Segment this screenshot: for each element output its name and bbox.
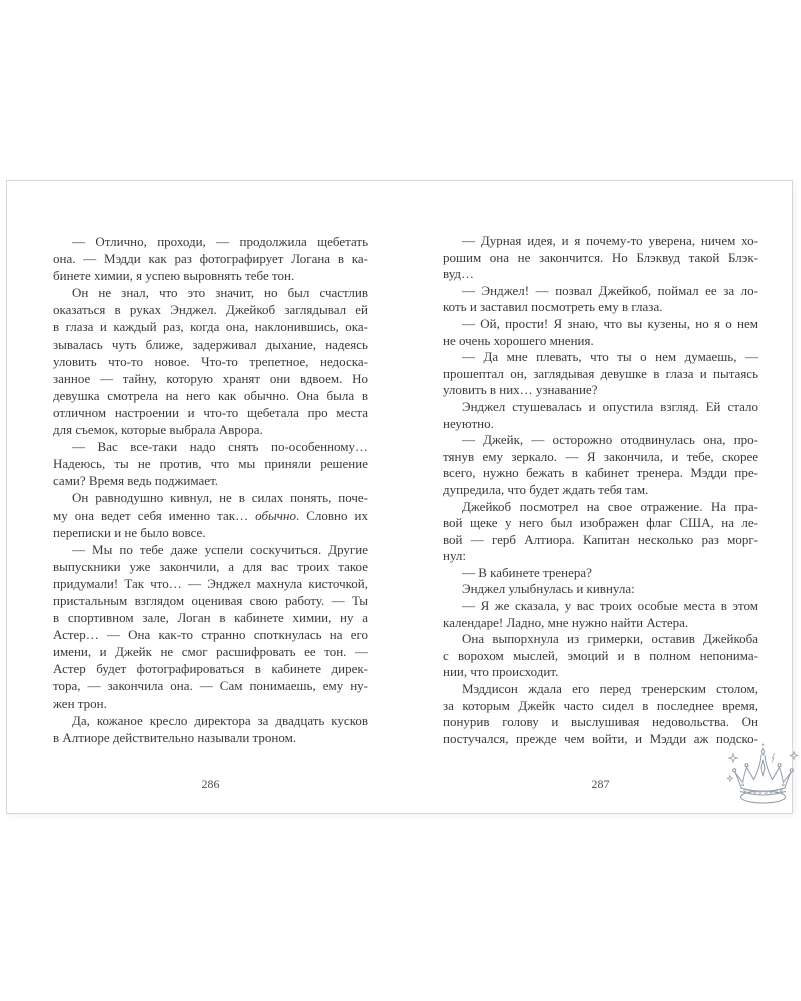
right-page-number: 287	[591, 777, 610, 791]
text-line: постучался, прежде чем войти, и Мэдди аж подско-	[443, 730, 758, 746]
text-line: в Алтиоре действительно называли троном.	[53, 729, 297, 745]
text-line: календаре! Ладно, мне нужно найти Астера.	[443, 614, 689, 630]
right-page-text	[443, 233, 758, 747]
text-line: нул:	[443, 548, 466, 564]
text-line: Астер будет фотографироваться в кабинете дирек-	[53, 661, 368, 677]
text-line: Да, кожаное кресло директора за двадцать кусков	[72, 712, 368, 728]
text-line: выпускники уже закончили, а для вас троих такое	[53, 558, 368, 574]
text-line: тянув ему зеркало. — Я закончила, и тебе, скорее	[443, 448, 758, 464]
text-line: придумали! Так что… — Энджел махнула кисточкой,	[53, 575, 368, 591]
text-line: Энджел улыбнулась и кивнула:	[462, 581, 635, 597]
text-line: сами? Время ведь поджимает.	[53, 473, 219, 489]
text-line: Он не знал, что это значит, но был счастлив	[72, 285, 368, 301]
text-line: отличном настроении и что-то щебетала про места	[53, 404, 368, 420]
text-line: занное — тайну, которую хранят они вдвоем. Но	[53, 370, 368, 386]
text-line: жен трон.	[53, 695, 107, 711]
text-line: неуютно.	[443, 415, 494, 431]
text-line: для съемок, которые выбрала Аврора.	[53, 422, 263, 438]
text-line: Мэддисон ждала его перед тренерским столом,	[462, 681, 758, 697]
text-line: Джейкоб посмотрел на свое отражение. На пра-	[462, 498, 758, 514]
text-line: — Джейк, — осторожно отодвинулась она, про-	[462, 432, 758, 448]
text-line: зывалась чуть ближе, задерживал дыхание, надеясь	[53, 336, 368, 352]
crown-watermark-icon	[726, 741, 801, 809]
left-page-number: 286	[201, 777, 220, 791]
text-line: — Я же сказала, у вас троих особые места в этом	[462, 598, 758, 614]
text-line: нии, что происходит.	[443, 664, 559, 680]
text-line: девушка смотрела на него как обычно. Она была в	[53, 387, 368, 403]
text-line: Надеюсь, ты не против, что мы приняли решение	[53, 456, 368, 472]
text-line: — Отлично, проходи, — продолжила щебетать	[72, 234, 368, 249]
text-line: — В кабинете тренера?	[462, 564, 592, 580]
text-line: — Ой, прости! Я знаю, что вы кузены, но я о нем	[462, 315, 758, 331]
text-line: вой — герб Алтиора. Капитан несколько раз морг-	[443, 531, 758, 547]
text-line: — Да мне плевать, что ты о нем думаешь, —	[462, 349, 758, 365]
text-line: Астер… — Она как-то странно споткнулась на его	[53, 627, 368, 643]
text-line: рошим она не закончится. Но Блэквуд такой Блэк-	[443, 249, 758, 265]
text-line: му она ведет себя именно так… обычно. Словно их	[53, 507, 368, 523]
text-line: не очень хорошего мнения.	[443, 332, 594, 348]
text-line: коть и заставил посмотреть ему в глаза.	[443, 299, 663, 315]
text-line: — Мы по тебе даже успели соскучиться. Другие	[72, 541, 368, 557]
text-line: за которым Джейк часто сидел в последнее время,	[443, 697, 758, 713]
text-line: всего, нужно бежать в кабинет тренера. Мэдди пре-	[443, 465, 758, 481]
text-line: Она выпорхнула из гримерки, оставив Джейкоба	[462, 631, 758, 647]
text-line: — Энджел! — позвал Джейкоб, поймал ее за ло-	[462, 282, 758, 298]
text-line: бинете химии, я успею выровнять тебе тон.	[53, 268, 295, 284]
text-line: вой щеке у него был изображен флаг США, на ле-	[443, 515, 758, 531]
text-line: дупредила, что будет ждать тебя там.	[443, 481, 649, 497]
text-line: имени, и Джейк не смог расшифровать ее тон. —	[53, 644, 368, 660]
text-line: в спортивном зале, Логан в кабинете химии, ну а	[53, 610, 368, 626]
text-line: тора, — закончила она. — Сам понимаешь, ему ну-	[53, 678, 368, 694]
text-line: пристальным взглядом оценивая свою работу. — Ты	[53, 592, 368, 608]
text-line: Энджел стушевалась и опустила взгляд. Ей стало	[462, 398, 758, 414]
left-page-text	[53, 233, 368, 746]
text-line: уловить что-то новое. Что-то трепетное, недоска-	[53, 353, 368, 369]
text-line: вуд…	[443, 266, 474, 282]
book-spread	[6, 180, 793, 814]
text-line: с ворохом мыслей, эмоций и в полном непонима-	[443, 647, 758, 663]
text-line: уловить в них… узнавание?	[443, 382, 598, 398]
text-line: — Дурная идея, и я почему-то уверена, ничем хо-	[462, 233, 758, 248]
text-line: понурив голову и выслушивая недовольства. Он	[443, 714, 758, 730]
text-line: переписки и не было вовсе.	[53, 524, 206, 540]
text-line: прошептал он, заглядывая девушке в глаза и пытаясь	[443, 365, 758, 381]
text-line: Он равнодушно кивнул, не в силах понять, поче-	[72, 490, 368, 506]
text-line: оказаться в руках Энджел. Джейкоб заглядывал ей	[53, 302, 368, 318]
text-line: — Вас все-таки надо снять по-особенному…	[72, 439, 368, 455]
text-line: она. — Мэдди как раз фотографирует Логана в ка-	[53, 251, 368, 267]
text-line: в глаза и каждый раз, когда она, наклонившись, ока-	[53, 319, 368, 335]
